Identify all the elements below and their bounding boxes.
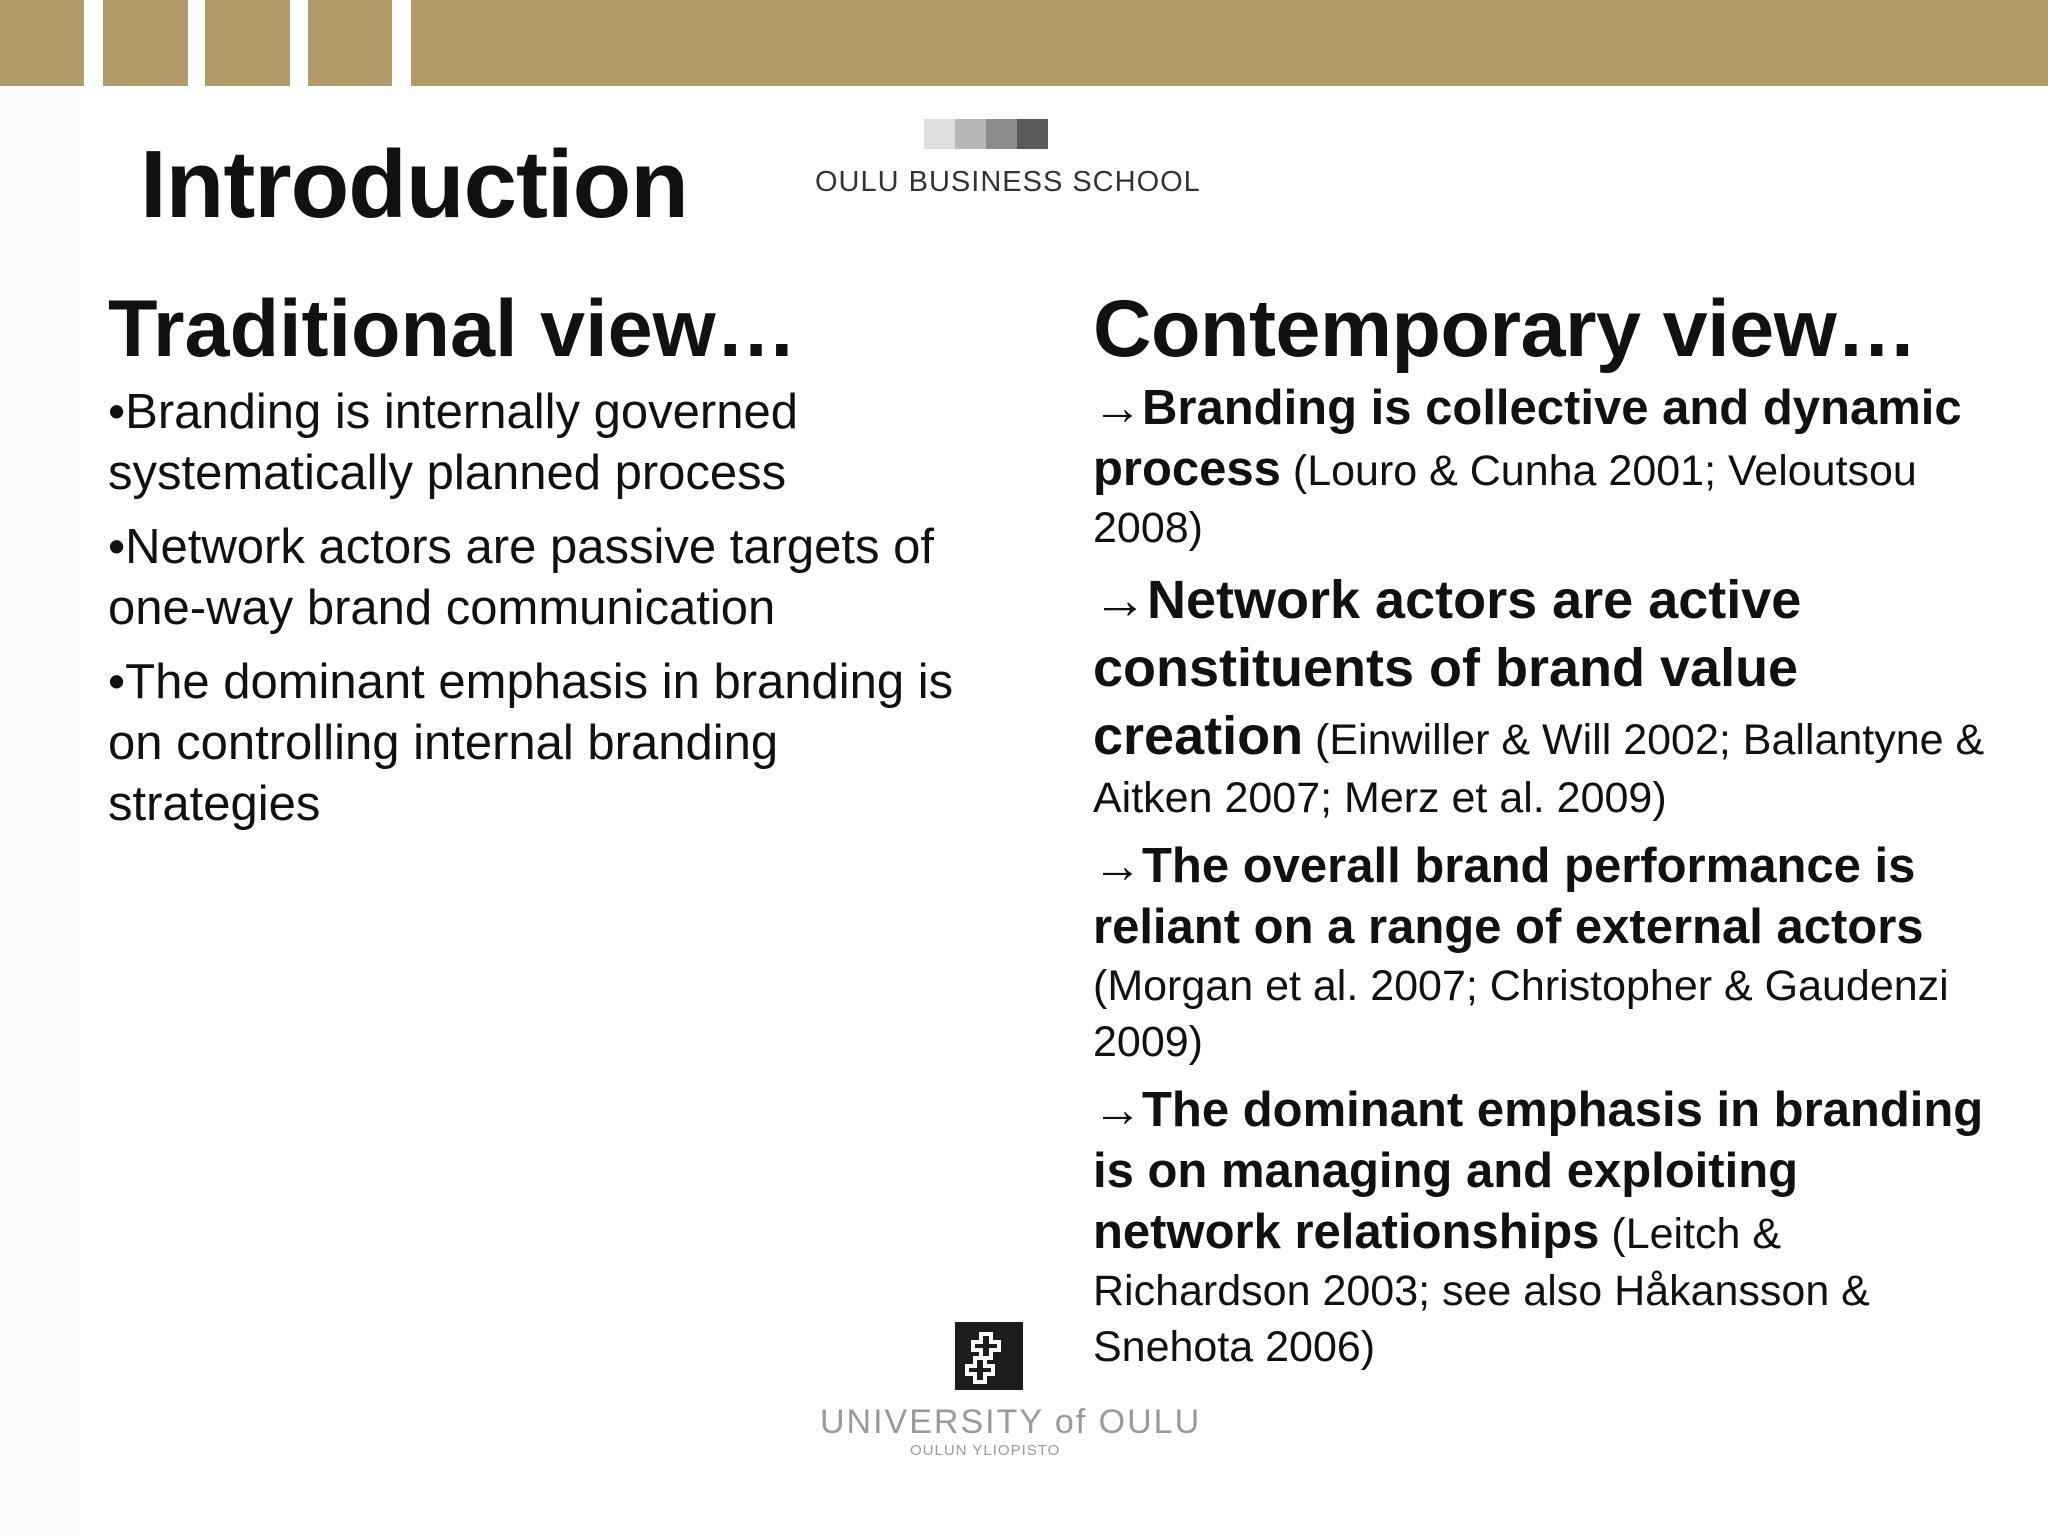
item-citation: (Einwiller & Will 2002; Ballantyne & Aitken 2007; Merz et al. 2009) xyxy=(1093,716,1985,822)
logo-square xyxy=(986,119,1017,149)
traditional-view-heading: Traditional view… xyxy=(108,284,797,374)
item-citation: (Louro & Cunha 2001; Veloutsou 2008) xyxy=(1093,447,1917,552)
accent-block xyxy=(103,0,188,86)
logo-square xyxy=(1017,119,1048,149)
list-item xyxy=(1093,378,1993,556)
university-name: UNIVERSITY of OULU xyxy=(820,1403,1202,1441)
university-logo-icon xyxy=(955,1322,1023,1390)
list-item: •Branding is internally governed systematically planned process xyxy=(108,385,798,500)
item-statement: →The overall brand performance is reliant on a range of external actors xyxy=(1093,839,1924,954)
logo-square xyxy=(924,119,955,149)
obs-logo-squares xyxy=(924,119,1048,149)
list-item xyxy=(1093,836,1993,1070)
item-statement: →Network actors are active constituents of brand value creation xyxy=(1093,570,1802,766)
accent-band xyxy=(411,0,2048,86)
item-statement: →The dominant emphasis in branding is on managing and exploiting network relationships xyxy=(1093,1083,1984,1259)
accent-block xyxy=(0,0,84,86)
list-item: •Network actors are passive targets of one-way brand communication xyxy=(108,520,934,635)
list-item xyxy=(1093,566,1993,826)
item-citation: (Morgan et al. 2007; Christopher & Gaudenzi 2009) xyxy=(1093,962,1949,1066)
university-subname: OULUN YLIOPISTO xyxy=(910,1442,1061,1459)
item-citation: (Leitch & Richardson 2003; see also Håkansson & Snehota 2006) xyxy=(1093,1210,1870,1371)
traditional-view-column xyxy=(108,280,988,848)
contemporary-view-heading: Contemporary view… xyxy=(1093,284,1917,374)
logo-square xyxy=(955,119,986,149)
obs-logo-text: OULU BUSINESS SCHOOL xyxy=(815,166,1201,198)
top-accent-bar xyxy=(0,0,2048,86)
list-item xyxy=(1093,1080,1993,1375)
item-statement: →Branding is collective and dynamic process xyxy=(1093,381,1962,496)
left-edge-shade xyxy=(0,86,80,1536)
accent-block xyxy=(308,0,392,86)
contemporary-view-list xyxy=(1093,378,1993,1375)
traditional-view-list xyxy=(108,382,988,835)
slide-title: Introduction xyxy=(140,131,688,238)
accent-block xyxy=(205,0,290,86)
list-item: •The dominant emphasis in branding is on controlling internal branding strategies xyxy=(108,655,954,831)
contemporary-view-column xyxy=(1093,280,1993,1385)
